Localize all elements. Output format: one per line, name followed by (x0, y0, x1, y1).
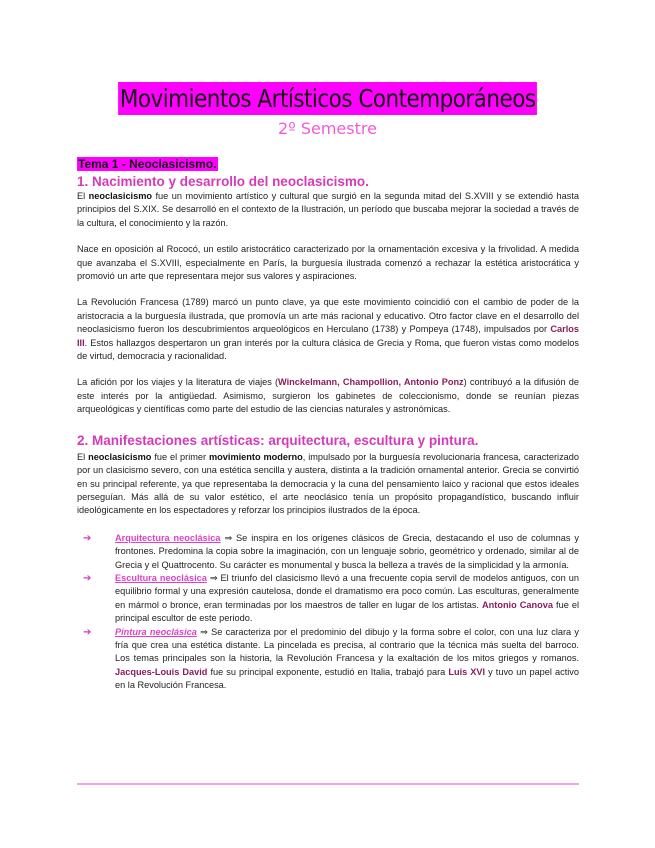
name-carlos-iii: Carlos III (77, 324, 579, 348)
arrow-right-icon: ➔ (83, 626, 92, 638)
footer-divider (77, 783, 579, 785)
item-title: Escultura neoclásica (115, 572, 207, 583)
name-jacques-louis-david: Jacques-Louis David (115, 666, 208, 677)
names-travelers: Winckelmann, Champollion, Antonio Ponz (278, 377, 464, 388)
item-title: Pintura neoclásica (115, 626, 197, 637)
page-title: Movimientos Artísticos Contemporáneos (119, 84, 536, 113)
section-1-paragraph-4: La afición por los viajes y la literatura de viajes (Winckelmann, Champollion, Antonio Ponz) contribuyó a la difusión de este interés por la antigüedad. Asimismo, surgieron los gabinetes de coleccionismo, donde se reunían piezas arqueológicas y científicas como parte del estudio de las ciencias naturales y astronómicas. (77, 377, 579, 415)
list-item-arquitectura: ➔ Arquitectura neoclásica ⇒ Se inspira en los orígenes clásicos de Grecia, destacando el uso de columnas y frontones. Predomina la copia sobre la imaginación, con un lenguaje sobrio, geométrico y ordenado, similar al de Grecia y el Quattrocento. Su carácter es monumental y busca la belleza a través de la simplicidad y la armonía. (83, 532, 579, 570)
document-body (77, 155, 579, 693)
section-1-paragraph-3: La Revolución Francesa (1789) marcó un punto clave, ya que este movimiento coincidió con el cambio de poder de la aristocracia a la burguesía ilustrada, que promovía un arte más racional y educativo. Otro factor clave en el desarrollo del neoclasicismo fueron los descubrimientos arqueológicos en Herculano (1738) y Pompeya (1748), impulsados por Carlos III. Estos hallazgos despertaron un gran interés por la cultura clásica de Grecia y Roma, que fueron vistas como modelos de virtud, democracia y racionalidad. (77, 297, 579, 362)
topic-label: Tema 1 - Neoclasicismo. (78, 157, 217, 171)
section-2-heading: 2. Manifestaciones artísticas: arquitectura, escultura y pintura. (77, 432, 479, 448)
section-2-paragraph-1: El neoclasicismo fue el primer movimiento moderno, impulsado por la burguesía revolucionaria francesa, caracterizado por un clasicismo severo, con una estética sencilla y austera, distinta a la tradición ornamental anterior. Grecia se convirtió en su principal referente, ya que representaba la democracia y la cuna del pensamiento laico y racional que estos ideales perseguían. Más allá de su valor estético, el arte neoclásico tenía un propósito propagandístico, buscando influir ideológicamente en los espectadores y reforzar los principios ilustrados de la época. (77, 451, 579, 516)
item-title: Arquitectura neoclásica (115, 532, 221, 543)
term-neoclasicismo: neoclasicismo (88, 191, 152, 201)
manifestations-list (77, 532, 579, 693)
section-1-heading: 1. Nacimiento y desarrollo del neoclasicismo. (77, 174, 369, 189)
term-movimiento-moderno: movimiento moderno (209, 451, 303, 462)
list-item-pintura: ➔ Pintura neoclásica ⇒ Se caracteriza por el predominio del dibujo y la forma sobre el color, con una luz clara y fría que crea una estética distante. La pincelada es precisa, al contrario que la técnica más suelta del barroco. Los temas principales son la historia, la Revolución Francesa y la exaltación de los mitos griegos y romanos. Jacques-Louis David fue su principal exponente, estudió en Italia, trabajó para Luis XVI y tuvo un papel activo en la Revolución Francesa. (83, 626, 579, 691)
name-luis-xvi: Luis XVI (448, 666, 486, 677)
arrow-right-icon: ➔ (83, 532, 92, 544)
name-antonio-canova: Antonio Canova (482, 599, 553, 610)
section-1-paragraph-1: El neoclasicismo fue un movimiento artístico y cultural que surgió en la segunda mitad del S.XVIII y se extendió hasta principios del S.XIX. Se desarrolló en el contexto de la Ilustración, un período que buscaba mejorar la sociedad a través de la cultura, el conocimiento y la razón. (77, 191, 579, 228)
list-item-escultura: ➔ Escultura neoclásica ⇒ El triunfo del clasicismo llevó a una frecuente copia servil de modelos antiguos, con un equilibrio formal y una expresión cautelosa, donde el dramatismo era poco común. Las esculturas, generalmente en mármol o bronce, eran terminadas por los maestros de taller en lugar de los artistas. Antonio Canova fue el principal escultor de este periodo. (83, 572, 580, 624)
term-neoclasicismo-2: neoclasicismo (88, 451, 152, 462)
arrow-right-icon: ➔ (83, 572, 92, 584)
title-wrap (0, 82, 655, 115)
page-subtitle: 2º Semestre (278, 119, 377, 138)
section-1-paragraph-2: Nace en oposición al Rococó, un estilo aristocrático caracterizado por la ornamentación excesiva y la frivolidad. A medida que avanzaba el S.XVIII, especialmente en París, la burguesía ilustrada comenzó a rechazar la estética aristocrática y promovió un arte que representara mejor sus valores y aspiraciones. (77, 244, 579, 282)
